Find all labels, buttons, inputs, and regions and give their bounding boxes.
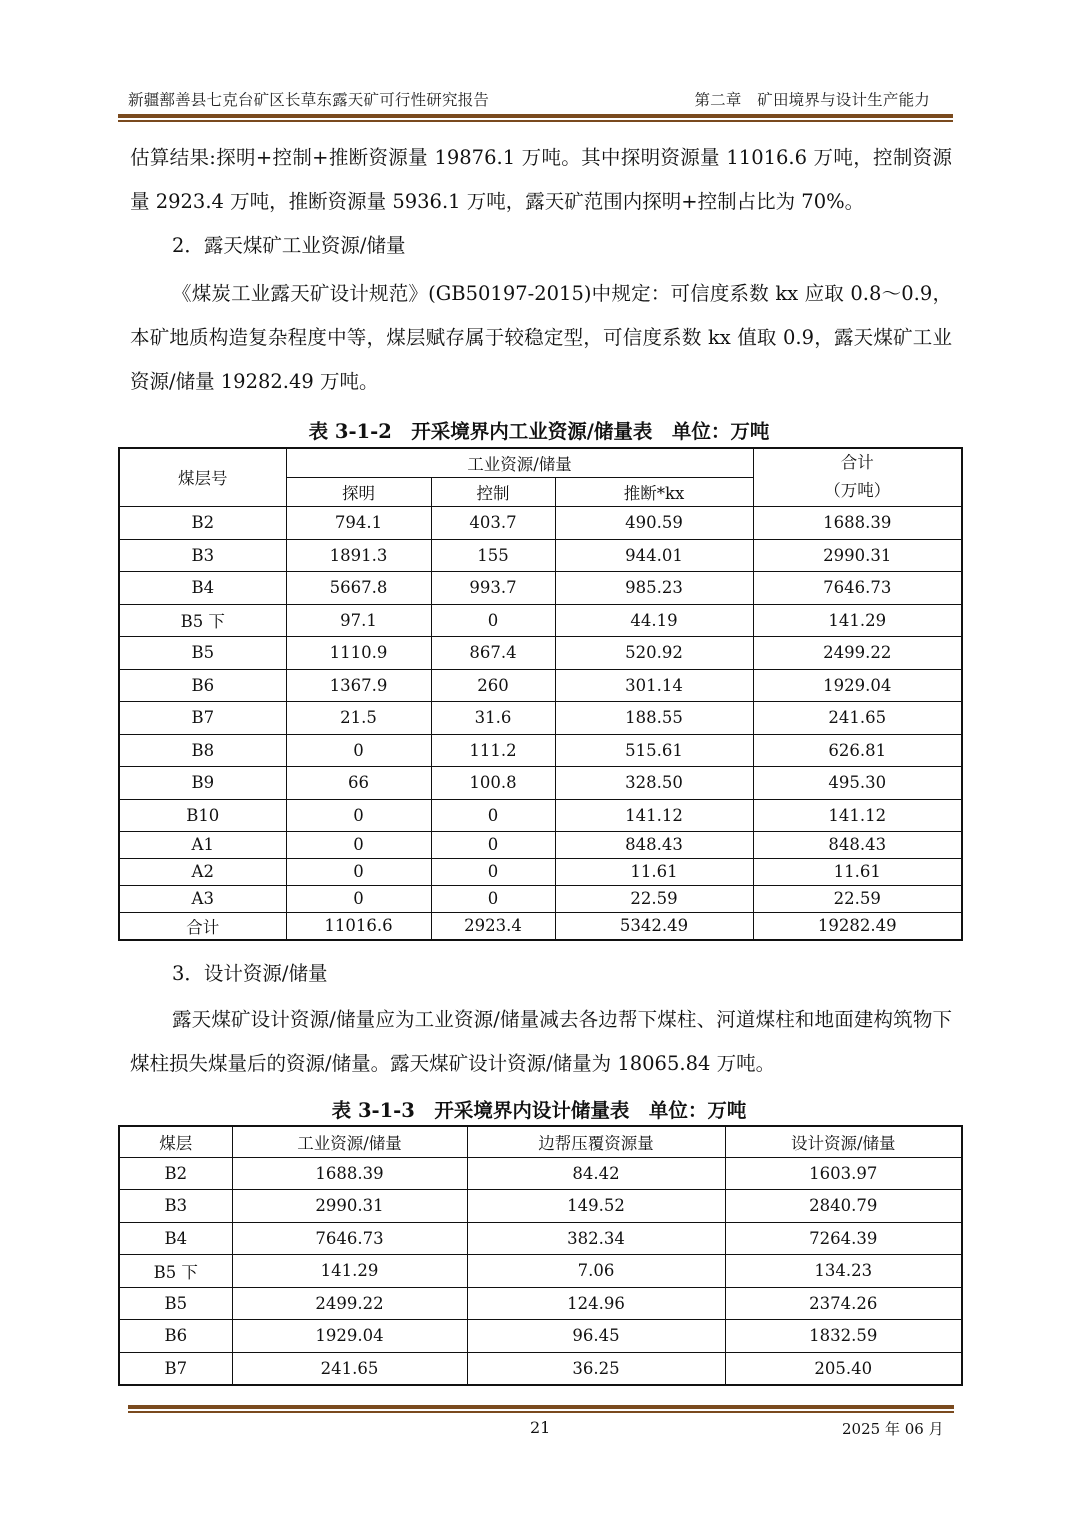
table2-caption: 表 3-1-3 开采境界内设计储量表 单位：万吨 <box>331 1099 747 1122</box>
table-cell: B4 <box>119 571 286 604</box>
table2-header-row <box>119 1126 962 1157</box>
table-cell: 141.29 <box>753 604 962 636</box>
table-cell: 31.6 <box>431 701 555 734</box>
table-cell: 241.65 <box>232 1352 467 1385</box>
table-cell: 36.25 <box>467 1352 725 1385</box>
table-row <box>119 636 962 669</box>
table-cell: 1929.04 <box>232 1320 467 1353</box>
table-cell: 867.4 <box>431 636 555 669</box>
table-cell: 7264.39 <box>725 1222 962 1255</box>
table1-header-total <box>753 448 962 506</box>
table-cell: 0 <box>431 885 555 912</box>
table-cell: 0 <box>286 734 431 766</box>
table-row <box>119 734 962 766</box>
table-row <box>119 858 962 885</box>
table-cell: B5 <box>119 1287 232 1320</box>
table-row <box>119 1157 962 1190</box>
table-cell: B3 <box>119 1190 232 1223</box>
paragraph-design-reserves: 露天煤矿设计资源/储量应为工业资源/储量减去各边帮下煤柱、河道煤柱和地面建构筑物下煤柱损失煤量后的资源/储量。露天煤矿设计资源/储量为 18065.84 万吨。 <box>130 1008 952 1075</box>
table-cell: 22.59 <box>753 885 962 912</box>
table-cell: B2 <box>119 1157 232 1190</box>
table-cell: 0 <box>431 831 555 858</box>
table-cell: B5 <box>119 636 286 669</box>
header-report-title: 新疆鄯善县七克台矿区长草东露天矿可行性研究报告 <box>128 91 490 109</box>
footer-rule-thick <box>128 1405 954 1409</box>
table-cell: 5667.8 <box>286 571 431 604</box>
table-cell: 490.59 <box>555 506 753 539</box>
table-cell: B5 下 <box>119 604 286 636</box>
table-cell: A2 <box>119 858 286 885</box>
table-cell: 0 <box>431 799 555 831</box>
table-row <box>119 1222 962 1255</box>
table-cell: 21.5 <box>286 701 431 734</box>
table-cell: 1603.97 <box>725 1157 962 1190</box>
table-cell: 794.1 <box>286 506 431 539</box>
table1-header-seam: 煤层号 <box>119 448 286 506</box>
table-cell: 0 <box>431 858 555 885</box>
page-number: 21 <box>530 1418 551 1437</box>
table-cell: 993.7 <box>431 571 555 604</box>
table-cell: 1688.39 <box>232 1157 467 1190</box>
table-header-cell: 煤层 <box>119 1126 232 1157</box>
table1-header-total-unit: （万吨） <box>824 481 891 501</box>
table-row <box>119 912 962 940</box>
table-row <box>119 885 962 912</box>
table-cell: 97.1 <box>286 604 431 636</box>
table1-body <box>119 506 962 940</box>
table-cell: 848.43 <box>753 831 962 858</box>
table-row <box>119 799 962 831</box>
table-cell: 403.7 <box>431 506 555 539</box>
design-reserves-table <box>118 1125 963 1386</box>
table1-header-inferred: 推断*kx <box>555 477 753 506</box>
table1-header-measured: 探明 <box>286 477 431 506</box>
table-cell: 2499.22 <box>753 636 962 669</box>
table-cell: B10 <box>119 799 286 831</box>
section-heading-design-reserves: 3．设计资源/储量 <box>172 962 328 985</box>
table-cell: 111.2 <box>431 734 555 766</box>
table-cell: 100.8 <box>431 766 555 799</box>
table-cell: 141.29 <box>232 1255 467 1288</box>
table-cell: B5 下 <box>119 1255 232 1288</box>
table-cell: 0 <box>286 831 431 858</box>
table-cell: 134.23 <box>725 1255 962 1288</box>
table-cell: 44.19 <box>555 604 753 636</box>
table-header-cell: 设计资源/储量 <box>725 1126 962 1157</box>
table-row <box>119 539 962 571</box>
table-cell: B7 <box>119 1352 232 1385</box>
table-cell: 0 <box>286 799 431 831</box>
paragraph-industrial-reserves: 《煤炭工业露天矿设计规范》(GB50197-2015)中规定：可信度系数 kx 应取 0.8～0.9，本矿地质构造复杂程度中等，煤层赋存属于较稳定型，可信度系数 kx 值取 0.9，露天煤矿工业资源/储量 19282.49 万吨。 <box>130 282 952 393</box>
table-cell: A1 <box>119 831 286 858</box>
table-cell: 382.34 <box>467 1222 725 1255</box>
table-cell: 2990.31 <box>232 1190 467 1223</box>
table2-body <box>119 1157 962 1385</box>
table-cell: B9 <box>119 766 286 799</box>
table-cell: 260 <box>431 669 555 701</box>
table-cell: 1891.3 <box>286 539 431 571</box>
table-cell: 5342.49 <box>555 912 753 940</box>
table-cell: 0 <box>286 885 431 912</box>
footer-rule-thin <box>128 1411 954 1413</box>
table-cell: B8 <box>119 734 286 766</box>
table-cell: 124.96 <box>467 1287 725 1320</box>
table-cell: 328.50 <box>555 766 753 799</box>
table-cell: 2374.26 <box>725 1287 962 1320</box>
table-cell: 944.01 <box>555 539 753 571</box>
table-cell: 520.92 <box>555 636 753 669</box>
table-cell: 626.81 <box>753 734 962 766</box>
table-cell: 7646.73 <box>753 571 962 604</box>
table-cell: 149.52 <box>467 1190 725 1223</box>
table-cell: 19282.49 <box>753 912 962 940</box>
table-cell: 205.40 <box>725 1352 962 1385</box>
section-heading-industrial-reserves: 2．露天煤矿工业资源/储量 <box>172 234 406 257</box>
table-cell: 515.61 <box>555 734 753 766</box>
table-row <box>119 506 962 539</box>
table-cell: 2990.31 <box>753 539 962 571</box>
table-cell: 1367.9 <box>286 669 431 701</box>
table-cell: B6 <box>119 669 286 701</box>
table-cell: 11.61 <box>555 858 753 885</box>
table-row <box>119 831 962 858</box>
table-row <box>119 701 962 734</box>
table-row <box>119 1287 962 1320</box>
table-row <box>119 1352 962 1385</box>
table-cell: 0 <box>431 604 555 636</box>
table-cell: 241.65 <box>753 701 962 734</box>
table-row <box>119 669 962 701</box>
table-cell: 1110.9 <box>286 636 431 669</box>
table-row <box>119 604 962 636</box>
table-row <box>119 1190 962 1223</box>
table-cell: 985.23 <box>555 571 753 604</box>
table-cell: 7646.73 <box>232 1222 467 1255</box>
table-cell: 1832.59 <box>725 1320 962 1353</box>
table-cell: 495.30 <box>753 766 962 799</box>
table-cell: 155 <box>431 539 555 571</box>
table-header-cell: 工业资源/储量 <box>232 1126 467 1157</box>
table1-header-indicated: 控制 <box>431 477 555 506</box>
table-header-cell: 边帮压覆资源量 <box>467 1126 725 1157</box>
table-cell: 7.06 <box>467 1255 725 1288</box>
table-cell: B7 <box>119 701 286 734</box>
table-cell: 合计 <box>119 912 286 940</box>
table-cell: 2840.79 <box>725 1190 962 1223</box>
industrial-reserves-table <box>118 447 963 941</box>
footer-date: 2025 年 06 月 <box>842 1420 944 1438</box>
table-cell: B3 <box>119 539 286 571</box>
table-cell: 1688.39 <box>753 506 962 539</box>
table-row <box>119 1255 962 1288</box>
table1-caption: 表 3-1-2 开采境界内工业资源/储量表 单位：万吨 <box>308 420 770 443</box>
table-cell: 11.61 <box>753 858 962 885</box>
table-cell: 301.14 <box>555 669 753 701</box>
table-cell: 848.43 <box>555 831 753 858</box>
table1-header-total-label: 合计 <box>840 453 874 473</box>
table-cell: A3 <box>119 885 286 912</box>
table-cell: 2499.22 <box>232 1287 467 1320</box>
table-row <box>119 571 962 604</box>
table-cell: 22.59 <box>555 885 753 912</box>
table-cell: B6 <box>119 1320 232 1353</box>
table-cell: 11016.6 <box>286 912 431 940</box>
table-row <box>119 766 962 799</box>
table-cell: 188.55 <box>555 701 753 734</box>
table-cell: 0 <box>286 858 431 885</box>
table-cell: 1929.04 <box>753 669 962 701</box>
table-row <box>119 1320 962 1353</box>
table-cell: B4 <box>119 1222 232 1255</box>
paragraph-estimation-result: 估算结果:探明+控制+推断资源量 19876.1 万吨。其中探明资源量 11016.6 万吨，控制资源量 2923.4 万吨，推断资源量 5936.1 万吨，露天矿范围内探明+控制占比为 70%。 <box>130 146 952 213</box>
table-cell: B2 <box>119 506 286 539</box>
table-cell: 96.45 <box>467 1320 725 1353</box>
table-cell: 141.12 <box>753 799 962 831</box>
table-cell: 84.42 <box>467 1157 725 1190</box>
header-rule-thin <box>118 120 953 122</box>
header-rule-thick <box>118 114 953 118</box>
table1-header-group: 工业资源/储量 <box>286 448 753 477</box>
table-cell: 66 <box>286 766 431 799</box>
table-cell: 2923.4 <box>431 912 555 940</box>
header-chapter-title: 第二章 矿田境界与设计生产能力 <box>694 91 930 109</box>
table-cell: 141.12 <box>555 799 753 831</box>
